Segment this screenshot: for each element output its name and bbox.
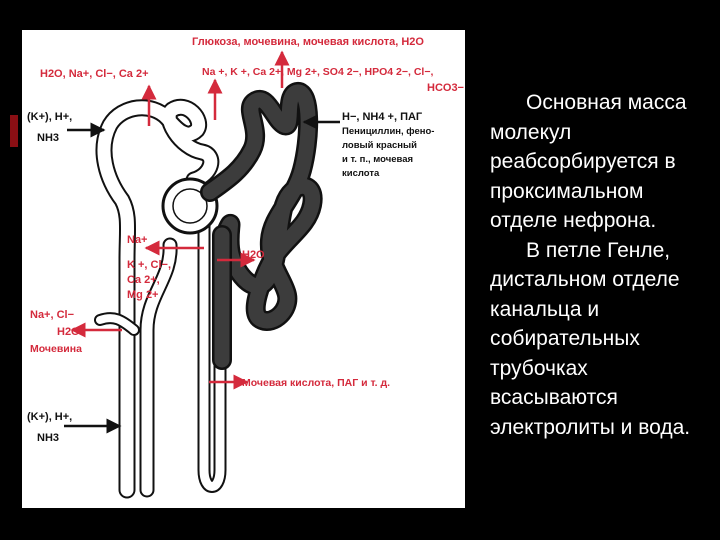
label-top-mid-ions: Na +, K +, Ca 2+, Mg 2+, SO4 2−, HPO4 2−, Cl−, (202, 66, 434, 78)
label-left-mid-urea: Мочевина (30, 343, 82, 355)
label-loop-h2o: H2O (242, 249, 265, 261)
nephron-diagram-panel (22, 30, 465, 508)
slide-body-text (490, 88, 712, 442)
label-right-note-3: и т. п., мочевая (342, 154, 414, 165)
label-left-low-nh3: NH3 (37, 432, 60, 444)
paragraph-proximal: Основная масса молекул реабсорбируется в проксимальном отделе нефрона. (490, 91, 687, 232)
label-left-mid-ions: Na+, Cl− (30, 309, 75, 321)
paragraph-henle: В петле Генле, дистальном отделе канальца и собирательных трубочках всасываются электролиты и вода. (490, 238, 691, 439)
label-right-note-4: кислота (342, 168, 380, 179)
label-loop-na: Na+ (127, 234, 148, 246)
slide-accent-bar (10, 115, 18, 147)
label-right-h-nh4: H−, NH4 +, ПАГ (342, 111, 423, 123)
label-loop-ions-2: Ca 2+, (127, 274, 160, 286)
label-left-low-k-h: (K+), H+, (27, 411, 73, 423)
label-left-k-h: (K+), H+, (27, 111, 73, 123)
label-bottom-right: Мочевая кислота, ПАГ и т. д. (242, 377, 391, 389)
label-right-note-1: Пенициллин, фено- (342, 126, 435, 137)
label-hco3: HCO3− (427, 82, 464, 94)
label-loop-ions-3: Mg 2+ (127, 289, 159, 301)
label-top-title: Глюкоза, мочевина, мочевая кислота, H2O (192, 36, 424, 48)
label-top-left-ions: H2O, Na+, Cl−, Ca 2+ (40, 68, 149, 80)
label-loop-ions-1: K +, Cl−, (127, 259, 172, 271)
nephron-diagram (22, 30, 465, 508)
label-right-note-2: ловый красный (342, 140, 417, 151)
label-left-nh3: NH3 (37, 132, 60, 144)
label-left-mid-h2o: H2O (57, 326, 80, 338)
